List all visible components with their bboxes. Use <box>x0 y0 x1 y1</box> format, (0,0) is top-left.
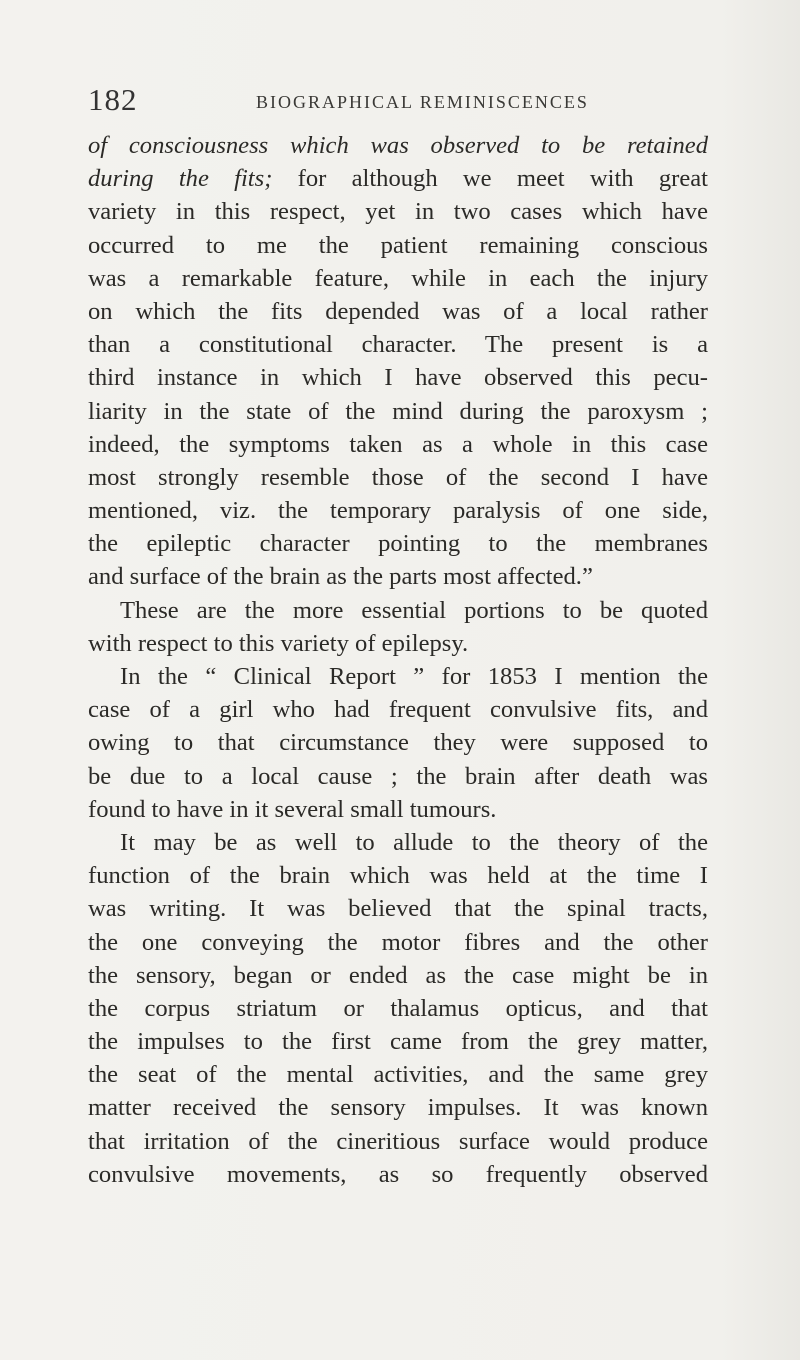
text-line: It may be as well to allude to the theory of the <box>120 828 708 856</box>
text-line <box>88 129 708 162</box>
text-line: variety in this respect, yet in two cases which have <box>88 198 708 226</box>
text-line: the sensory, began or ended as the case might be in <box>88 961 708 989</box>
text-line: be due to a local cause ; the brain after death was <box>88 762 708 790</box>
text-line: was a remarkable feature, while in each the injury <box>88 264 708 292</box>
text-line: In the “ Clinical Report ” for 1853 I mention the <box>120 663 708 690</box>
text-line: These are the more essential portions to be quoted <box>120 596 708 624</box>
text-line: the epileptic character pointing to the membranes <box>88 530 708 558</box>
italic-phrase: during the fits; <box>88 165 273 193</box>
text-line: with respect to this variety of epilepsy. <box>88 629 469 657</box>
text-line: matter received the sensory impulses. It was known <box>88 1094 708 1122</box>
text-line: on which the fits depended was of a local rather <box>88 297 708 325</box>
text-line: than a constitutional character. The present is a <box>88 331 708 359</box>
text-line: owing to that circumstance they were supposed to <box>88 729 708 757</box>
text-line: most strongly resemble those of the second I have <box>88 463 708 491</box>
text-line: indeed, the symptoms taken as a whole in this case <box>88 430 708 458</box>
text-line: mentioned, viz. the temporary paralysis of one side, <box>88 497 708 525</box>
text-line: the corpus striatum or thalamus opticus, and that <box>88 994 708 1022</box>
text-line: case of a girl who had frequent convulsive fits, and <box>88 696 708 724</box>
text-line: function of the brain which was held at the time I <box>88 862 708 890</box>
text-line: liarity in the state of the mind during the paroxysm ; <box>88 397 708 425</box>
line-text: for although we meet with great <box>272 165 708 193</box>
text-line: third instance in which I have observed this pecu- <box>88 364 708 392</box>
running-head <box>88 82 708 122</box>
italic-phrase: of consciousness which was observed to be retained <box>88 132 708 159</box>
text-line: the impulses to the first came from the grey matter, <box>88 1028 708 1056</box>
text-line: occurred to me the patient remaining conscious <box>88 231 708 259</box>
text-line: the one conveying the motor fibres and the other <box>88 928 708 956</box>
text-line: was writing. It was believed that the spinal tracts, <box>88 895 708 923</box>
text-line <box>88 162 708 195</box>
running-title: BIOGRAPHICAL REMINISCENCES <box>256 92 589 112</box>
text-line: found to have in it several small tumours. <box>88 795 497 823</box>
text-line: and surface of the brain as the parts most affected.” <box>88 563 593 591</box>
text-line: convulsive movements, as so frequently observed <box>88 1160 708 1188</box>
text-line: the seat of the mental activities, and the same grey <box>88 1061 708 1089</box>
text-line: that irritation of the cineritious surface would produce <box>88 1127 708 1155</box>
page-number: 182 <box>88 82 138 117</box>
body-text <box>88 129 708 1191</box>
